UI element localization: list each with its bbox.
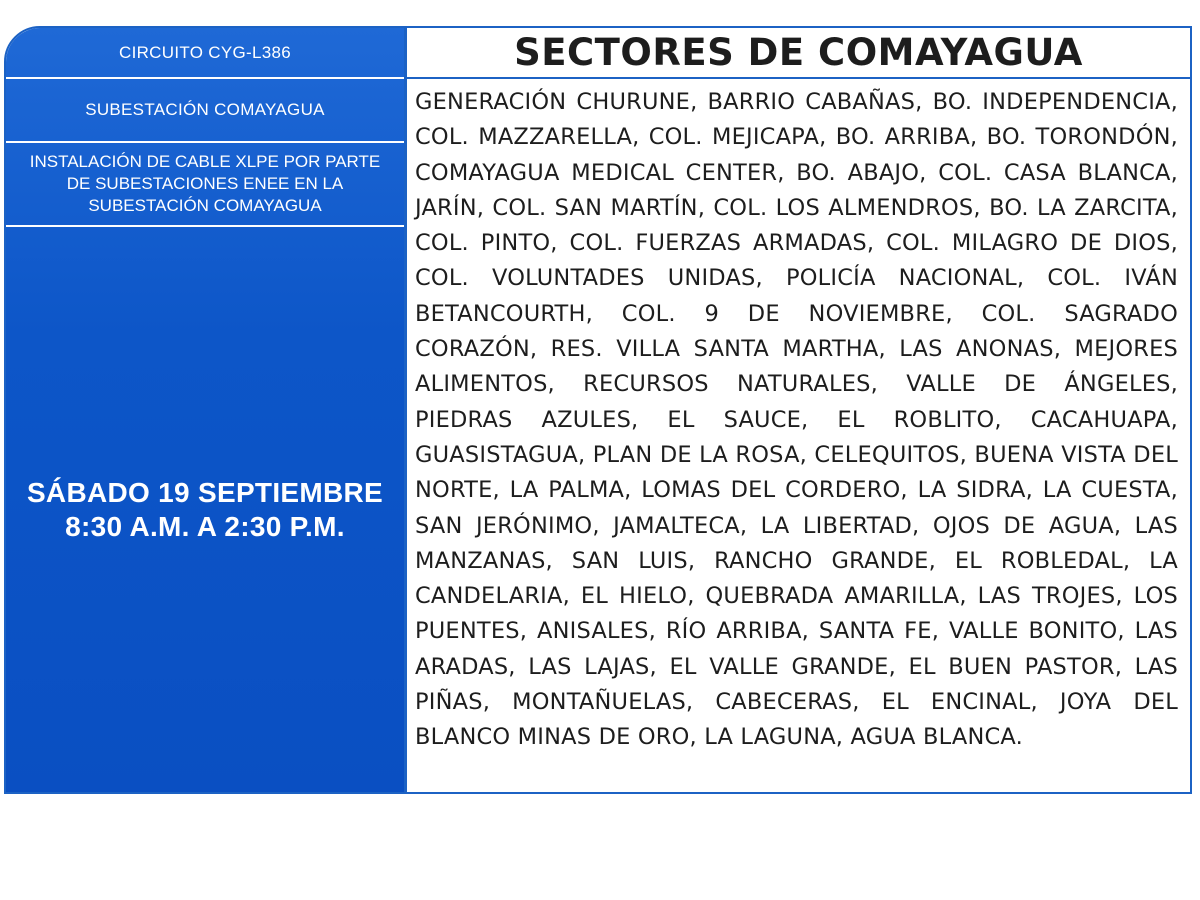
substation-cell bbox=[6, 79, 404, 143]
schedule-time: 8:30 A.M. A 2:30 P.M. bbox=[65, 510, 345, 542]
outage-notice-table bbox=[4, 26, 1192, 794]
sectors-title: SECTORES DE COMAYAGUA bbox=[407, 28, 1190, 79]
right-sectors-panel bbox=[404, 28, 1190, 792]
sectors-list: GENERACIÓN CHURUNE, BARRIO CABAÑAS, BO. INDEPENDENCIA, COL. MAZZARELLA, COL. MEJICAPA, BO. ARRIBA, BO. TORONDÓN, COMAYAGUA MEDICAL CENTER, BO. ABAJO, COL. CASA BLANCA, JARÍN, COL. SAN MARTÍN, COL. LOS ALMENDROS, BO. LA ZARCITA, COL. PINTO, COL. FUERZAS ARMADAS, COL. MILAGRO DE DIOS, COL. VOLUNTADES UNIDAS, POLICÍA NACIONAL, COL. IVÁN BETANCOURTH, COL. 9 DE NOVIEMBRE, COL. SAGRADO CORAZÓN, RES. VILLA SANTA MARTHA, LAS ANONAS, MEJORES ALIMENTOS, RECURSOS NATURALES, VALLE DE ÁNGELES, PIEDRAS AZULES, EL SAUCE, EL ROBLITO, CACAHUAPA, GUASISTAGUA, PLAN DE LA ROSA, CELEQUITOS, BUENA VISTA DEL NORTE, LA PALMA, LOMAS DEL CORDERO, LA SIDRA, LA CUESTA, SAN JERÓNIMO, JAMALTECA, LA LIBERTAD, OJOS DE AGUA, LAS MANZANAS, SAN LUIS, RANCHO GRANDE, EL ROBLEDAL, LA CANDELARIA, EL HIELO, QUEBRADA AMARILLA, LAS TROJES, LOS PUENTES, ANISALES, RÍO ARRIBA, SANTA FE, VALLE BONITO, LAS ARADAS, LAS LAJAS, EL VALLE GRANDE, EL BUEN PASTOR, LAS PIÑAS, MONTAÑUELAS, CABECERAS, EL ENCINAL, JOYA DEL BLANCO MINAS DE ORO, LA LAGUNA, AGUA BLANCA. bbox=[415, 89, 1178, 751]
schedule-cell bbox=[6, 227, 404, 792]
work-description: INSTALACIÓN DE CABLE XLPE POR PARTE DE SUBESTACIONES ENEE EN LA SUBESTACIÓN COMAYAGUA bbox=[29, 152, 381, 215]
work-description-cell bbox=[6, 143, 404, 227]
circuit-cell bbox=[6, 28, 404, 79]
circuit-label: CIRCUITO CYG-L386 bbox=[119, 42, 291, 62]
schedule-date: SÁBADO 19 SEPTIEMBRE bbox=[26, 476, 384, 508]
substation-label: SUBESTACIÓN COMAYAGUA bbox=[85, 100, 325, 119]
left-info-panel bbox=[6, 28, 404, 792]
